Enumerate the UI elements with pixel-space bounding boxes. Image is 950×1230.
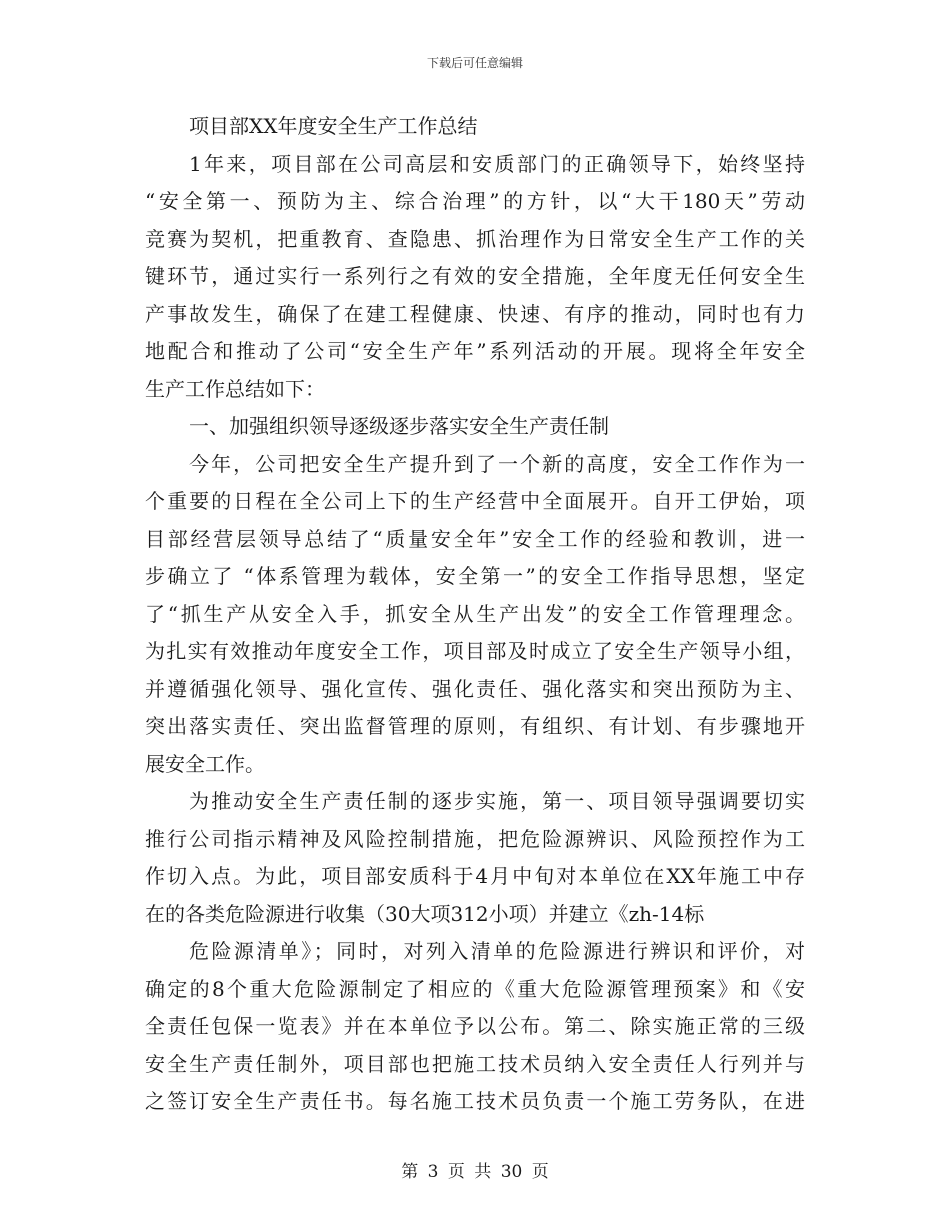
document-body (145, 108, 805, 1121)
text-line: 并遵循强化领导、强化宣传、强化责任、强化落实和突出预防为主、 (145, 676, 805, 701)
text-line: 安全生产责任制外，项目部也把施工技术员纳入安全责任人行列并与 (145, 1051, 805, 1076)
text-line: 危险源清单》；同时，对列入清单的危险源进行辨识和评价，对 (189, 939, 805, 963)
header-note: 下载后可任意编辑 (426, 56, 523, 70)
text-line: 产事故发生，确保了在建工程健康、快速、有序的推动，同时也有力 (145, 301, 805, 326)
page-footer: 第 3 页 共 30 页 (401, 1162, 549, 1182)
text-line: 为推动安全生产责任制的逐步实施，第一、项目领导强调要切实 (189, 789, 805, 813)
text-line: 1年来，项目部在公司高层和安质部门的正确领导下，始终坚持 (189, 151, 805, 176)
text-line: 一、加强组织领导逐级逐步落实安全生产责任制 (189, 414, 609, 438)
text-line: 推行公司指示精神及风险控制措施，把危险源辨识、风险预控作为工 (145, 826, 805, 851)
text-line: 全责任包保一览表》并在本单位予以公布。第二、除实施正常的三级 (145, 1014, 805, 1038)
text-line: 键环节，通过实行一系列行之有效的安全措施，全年度无任何安全生 (145, 264, 805, 288)
text-line: “安全第一、预防为主、综合治理”的方针，以“大干180天”劳动 (145, 189, 805, 213)
text-line: 竞赛为契机，把重教育、查隐患、抓治理作为日常安全生产工作的关 (145, 226, 805, 251)
text-line: 为扎实有效推动年度安全工作，项目部及时成立了安全生产领导小组， (145, 639, 805, 663)
text-line: 步确立了 “体系管理为载体，安全第一”的安全工作指导思想，坚定 (145, 564, 805, 588)
text-line: 今年，公司把安全生产提升到了一个新的高度，安全工作作为一 (189, 451, 805, 476)
text-line: 地配合和推动了公司“安全生产年”系列活动的开展。现将全年安全 (145, 339, 805, 363)
text-line: 突出落实责任、突出监督管理的原则，有组织、有计划、有步骤地开 (145, 714, 805, 738)
text-line: 项目部XX年度安全生产工作总结 (189, 114, 478, 138)
text-line: 确定的8个重大危险源制定了相应的《重大危险源管理预案》和《安 (145, 976, 805, 1001)
text-line: 在的各类危险源进行收集（30大项312小项）并建立《zh-14标 (145, 901, 705, 926)
text-line: 之签订安全生产责任书。每名施工技术员负责一个施工劳务队，在进 (145, 1089, 805, 1113)
text-line: 展安全工作。 (145, 751, 265, 776)
text-line: 了“抓生产从安全入手，抓安全从生产出发”的安全工作管理理念。 (145, 601, 805, 626)
text-line: 个重要的日程在全公司上下的生产经营中全面展开。自开工伊始，项 (145, 489, 805, 513)
text-line: 作切入点。为此，项目部安质科于4月中旬对本单位在XX年施工中存 (145, 864, 805, 888)
text-line: 生产工作总结如下： (145, 376, 325, 401)
text-line: 目部经营层领导总结了“质量安全年”安全工作的经验和教训，进一 (145, 526, 805, 551)
